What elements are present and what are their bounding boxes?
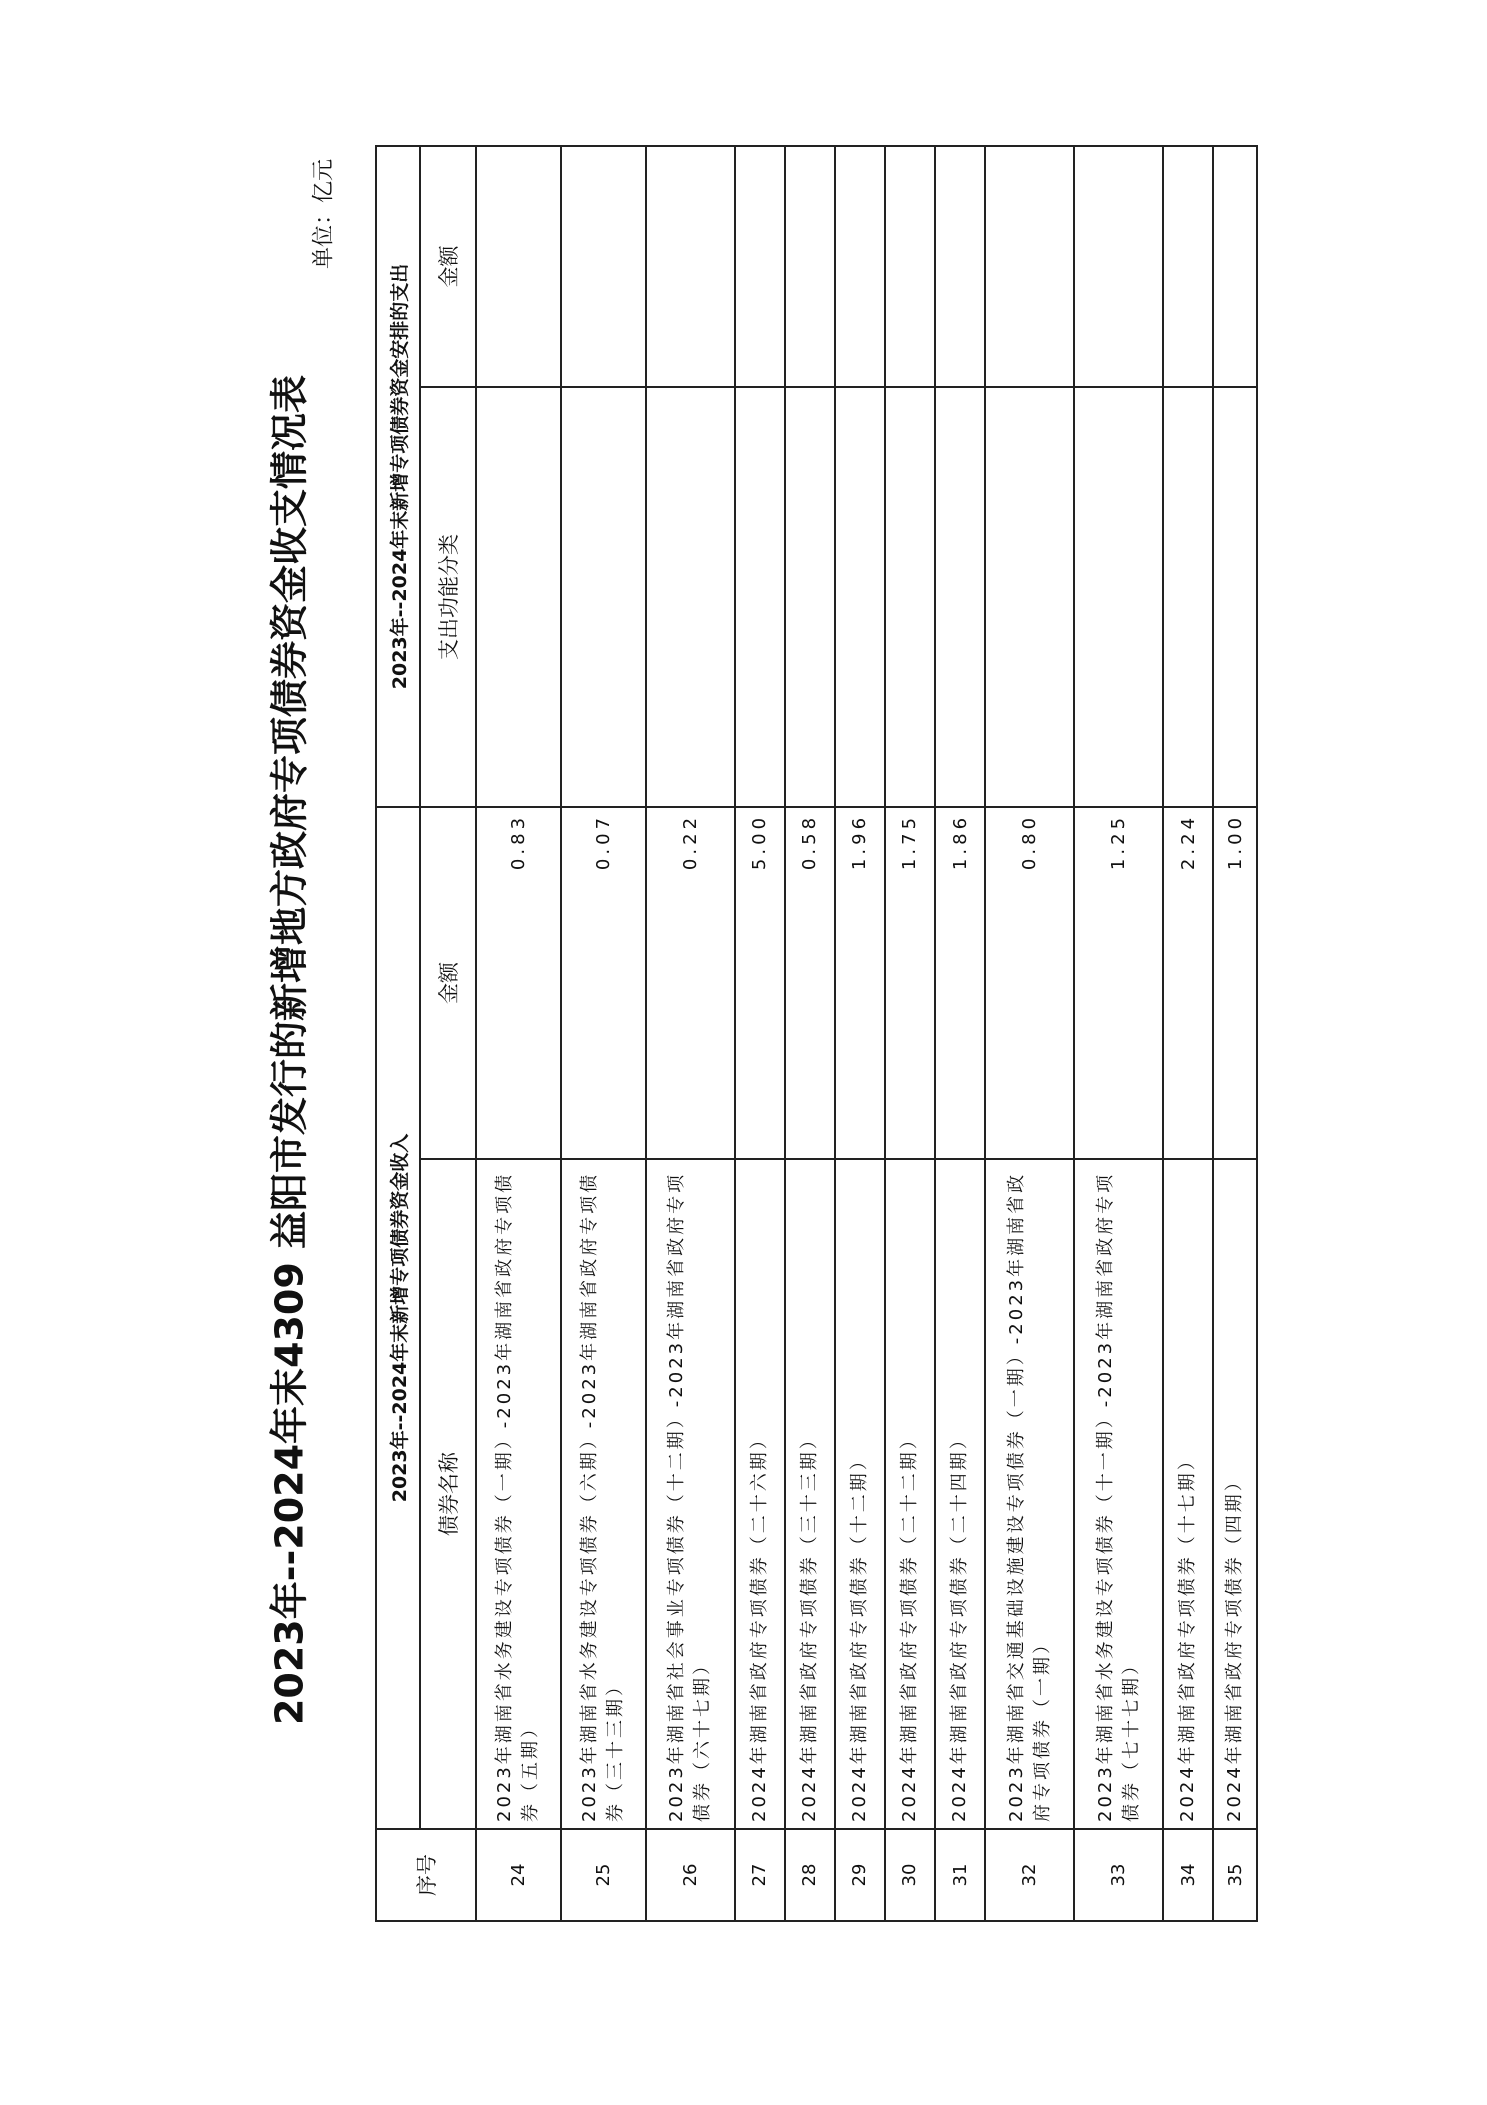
row-expense-category xyxy=(935,387,985,807)
row-expense-amount xyxy=(785,146,835,387)
page-title: 2023年--2024年末4309 益阳市发行的新增地方政府专项债券资金收支情况表 xyxy=(267,374,312,1726)
row-expense-amount xyxy=(1213,146,1257,387)
table-row xyxy=(1074,146,1163,1921)
row-expense-amount xyxy=(646,146,735,387)
row-expense-category xyxy=(1213,387,1257,807)
row-expense-amount xyxy=(835,146,885,387)
header-expense-amount: 金额 xyxy=(420,146,476,387)
bond-table xyxy=(375,145,1258,1922)
row-bond-name: 2023年湖南省水务建设专项债券（十一期）-2023年湖南省政府专项债券（七十七期） xyxy=(1074,1159,1163,1829)
row-expense-category xyxy=(885,387,935,807)
row-expense-category xyxy=(1074,387,1163,807)
row-income-amount: 1.75 xyxy=(885,807,935,1159)
row-income-amount: 0.22 xyxy=(646,807,735,1159)
table-row xyxy=(785,146,835,1921)
row-expense-category xyxy=(1163,387,1213,807)
table-row xyxy=(1213,146,1257,1921)
row-expense-category xyxy=(785,387,835,807)
table-row xyxy=(1163,146,1213,1921)
row-bond-name: 2024年湖南省政府专项债券（二十四期） xyxy=(935,1159,985,1829)
row-expense-category xyxy=(646,387,735,807)
row-seq: 30 xyxy=(885,1829,935,1921)
row-income-amount: 1.96 xyxy=(835,807,885,1159)
bond-table-container xyxy=(375,147,1258,1922)
row-seq: 32 xyxy=(985,1829,1074,1921)
row-expense-amount xyxy=(935,146,985,387)
header-income-group: 2023年--2024年末新增专项债券资金收入 xyxy=(376,807,420,1829)
row-income-amount: 0.83 xyxy=(476,807,561,1159)
row-income-amount: 1.00 xyxy=(1213,807,1257,1159)
row-bond-name: 2023年湖南省水务建设专项债券（一期）-2023年湖南省政府专项债券（五期） xyxy=(476,1159,561,1829)
row-expense-category xyxy=(735,387,785,807)
row-seq: 27 xyxy=(735,1829,785,1921)
header-bond-name: 债券名称 xyxy=(420,1159,476,1829)
row-income-amount: 5.00 xyxy=(735,807,785,1159)
row-bond-name: 2024年湖南省政府专项债券（二十二期） xyxy=(885,1159,935,1829)
row-expense-amount xyxy=(476,146,561,387)
row-expense-amount xyxy=(561,146,646,387)
table-row xyxy=(935,146,985,1921)
header-income-amount: 金额 xyxy=(420,807,476,1159)
row-seq: 26 xyxy=(646,1829,735,1921)
row-bond-name: 2024年湖南省政府专项债券（十二期） xyxy=(835,1159,885,1829)
table-row xyxy=(561,146,646,1921)
row-seq: 24 xyxy=(476,1829,561,1921)
table-row xyxy=(885,146,935,1921)
row-seq: 25 xyxy=(561,1829,646,1921)
row-seq: 29 xyxy=(835,1829,885,1921)
row-seq: 33 xyxy=(1074,1829,1163,1921)
row-seq: 35 xyxy=(1213,1829,1257,1921)
row-expense-category xyxy=(985,387,1074,807)
row-expense-category xyxy=(835,387,885,807)
row-income-amount: 1.25 xyxy=(1074,807,1163,1159)
row-seq: 28 xyxy=(785,1829,835,1921)
table-row xyxy=(646,146,735,1921)
table-row xyxy=(985,146,1074,1921)
row-expense-amount xyxy=(985,146,1074,387)
row-expense-amount xyxy=(1163,146,1213,387)
row-bond-name: 2023年湖南省社会事业专项债券（十二期）-2023年湖南省政府专项债券（六十七期） xyxy=(646,1159,735,1829)
row-expense-amount xyxy=(1074,146,1163,387)
table-row xyxy=(476,146,561,1921)
row-bond-name: 2024年湖南省政府专项债券（四期） xyxy=(1213,1159,1257,1829)
row-bond-name: 2023年湖南省水务建设专项债券（六期）-2023年湖南省政府专项债券（三十三期） xyxy=(561,1159,646,1829)
row-income-amount: 0.80 xyxy=(985,807,1074,1159)
unit-label: 单位：亿元 xyxy=(311,158,337,270)
row-expense-amount xyxy=(885,146,935,387)
row-income-amount: 0.07 xyxy=(561,807,646,1159)
row-bond-name: 2024年湖南省政府专项债券（三十三期） xyxy=(785,1159,835,1829)
table-row xyxy=(835,146,885,1921)
row-income-amount: 2.24 xyxy=(1163,807,1213,1159)
header-seq: 序号 xyxy=(376,1829,476,1921)
row-income-amount: 1.86 xyxy=(935,807,985,1159)
row-expense-category xyxy=(476,387,561,807)
row-expense-amount xyxy=(735,146,785,387)
row-seq: 34 xyxy=(1163,1829,1213,1921)
row-seq: 31 xyxy=(935,1829,985,1921)
header-expense-group: 2023年--2024年末新增专项债券资金安排的支出 xyxy=(376,146,420,807)
table-row xyxy=(735,146,785,1921)
header-expense-category: 支出功能分类 xyxy=(420,387,476,807)
row-bond-name: 2024年湖南省政府专项债券（二十六期） xyxy=(735,1159,785,1829)
row-bond-name: 2024年湖南省政府专项债券（十七期） xyxy=(1163,1159,1213,1829)
row-income-amount: 0.58 xyxy=(785,807,835,1159)
row-bond-name: 2023年湖南省交通基础设施建设专项债券（一期）-2023年湖南省政府专项债券（一期） xyxy=(985,1159,1074,1829)
row-expense-category xyxy=(561,387,646,807)
